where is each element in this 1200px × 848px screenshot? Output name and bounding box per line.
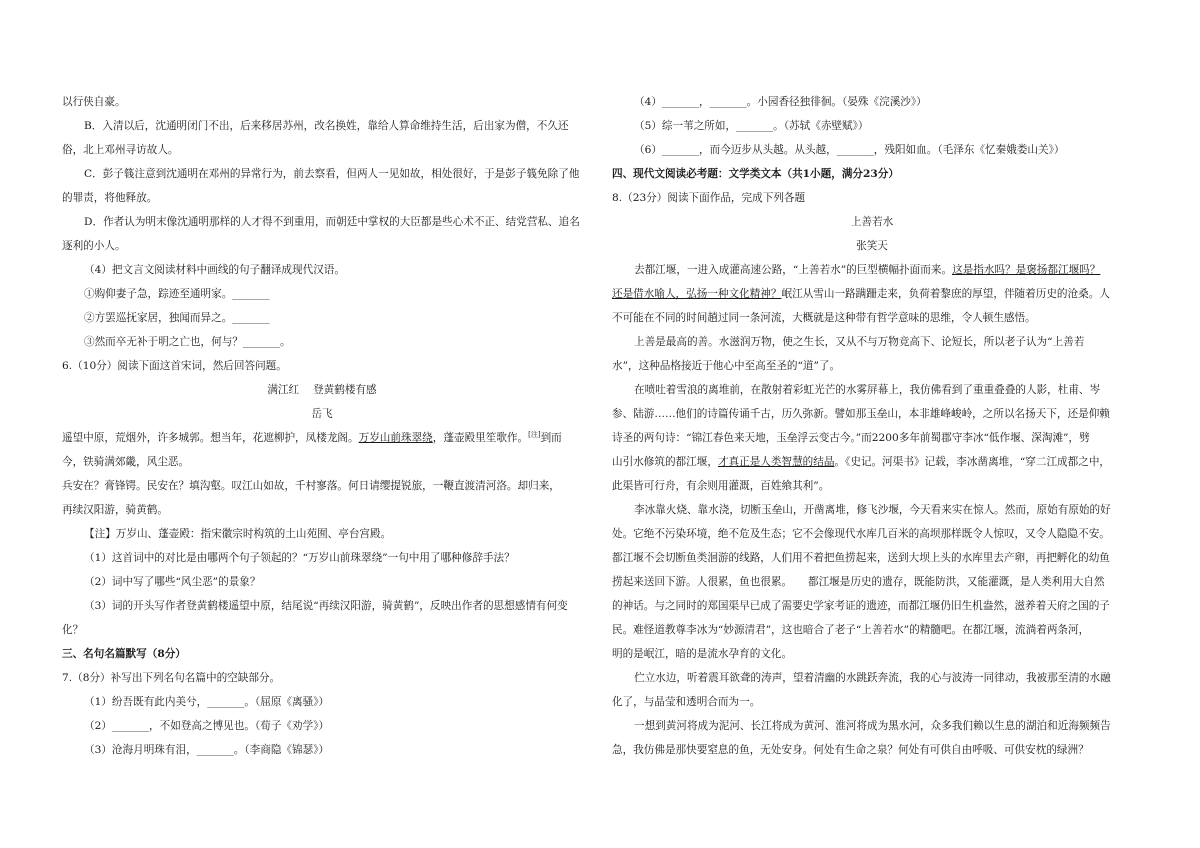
article-line xyxy=(612,258,1132,282)
article-text: 。《史记。河渠书》记载，李冰凿离堆，“穿二江成都之中， xyxy=(834,456,1111,468)
text-line: 的罪责，将他释放。 xyxy=(62,192,158,204)
sub-question-1: （1）这首词中的对比是由哪两个句子领起的？“万岁山前珠翠绕”一句中用了哪种修辞手法？ xyxy=(84,552,515,564)
sub-question-3: （3）词的开头写作者登黄鹤楼遥望中原，结尾说“再续汉阳游，骑黄鹤”，反映出作者的思想感情有何变 xyxy=(84,600,568,612)
article-line: 此渠皆可行舟，有余则用灌溉，百姓飨其利”。 xyxy=(612,480,830,492)
article-title: 上善若水 xyxy=(850,216,894,228)
fill-in-item: （2）_______，不如登高之博见也。（荀子《劝学》） xyxy=(84,720,330,732)
article-line: 诗圣的两句诗：“锦江春色来天地，玉垒浮云变古今。”而2200多年前蜀郡守李冰“低作堰、深淘滩”，劈 xyxy=(612,432,1090,444)
underlined-phrase: 万岁山前珠翠绕 xyxy=(358,432,433,444)
fill-in-item: （4）_______，_______。小园香径独徘徊。（晏殊《浣溪沙》） xyxy=(634,96,927,108)
poem-line: 今，铁骑满郊畿，风尘恶。 xyxy=(62,456,190,468)
question-4-prompt: （4）把文言文阅读材料中画线的句子翻译成现代汉语。 xyxy=(84,264,345,276)
article-line: 捞起来送回下游。人很累，鱼也很累。 都江堰是历史的遗存，既能防洪，又能灌溉，是人类利用大自然 xyxy=(612,576,1105,588)
article-line: 在喷吐着雪浪的离堆前，在散射着彩虹光芒的水雾屏幕上，我仿佛看到了重重叠叠的人影，杜甫、岑 xyxy=(634,384,1101,396)
underlined-phrase: 还是借水喻人，弘扬一种文化精神？ xyxy=(612,288,782,300)
article-line: 李冰靠火烧、靠水浇，切断玉垒山，开凿离堆，修飞沙堰，今天看来实在惊人。然而，原始有原始的好 xyxy=(634,504,1111,516)
poem-author: 岳飞 xyxy=(311,408,333,420)
poem-line: 再续汉阳游，骑黄鹤。 xyxy=(62,504,168,516)
article-line: 参、陆游……他们的诗篇传诵千古，历久弥新。譬如那玉垒山，本非雄峰峻岭，之所以名扬天下，还是仰赖 xyxy=(612,408,1110,420)
option-c-line: C．彭子篯注意到沈通明在邓州的异常行为，前去察看，但两人一见如故，相处很好，于是彭子篯免除了他 xyxy=(84,168,580,180)
article-text: 去都江堰，一进入成灌高速公路，“上善若水”的巨型横幅扑面而来。 xyxy=(634,264,953,276)
fill-in-item: （3）沧海月明珠有泪，_______。（李商隐《锦瑟》） xyxy=(84,744,330,756)
article-line: 处。它绝不污染环境，绝不危及生态；它不会像现代水库几百米的高坝那样既令人惊叹，又令人隐隐不安。 xyxy=(612,528,1110,540)
question-6-heading: 6.（10分）阅读下面这首宋词，然后回答问题。 xyxy=(62,360,287,372)
section-3-heading: 三、名句名篇默写（8分） xyxy=(62,648,186,660)
poem-text: ，蓬壶殿里笙歌作。 xyxy=(432,432,529,444)
poem-title: 满江红 登黄鹤楼有感 xyxy=(267,384,377,396)
article-line: 上善是最高的善。水滋润万物，使之生长，又从不与万物竞高下、论短长，所以老子认为“上善若 xyxy=(634,336,1085,348)
article-line: 的神话。与之同时的郑国渠早已成了需要史学家考证的遗迹，而都江堰仍旧生机盎然，滋养着天府之国的子 xyxy=(612,600,1110,612)
fill-in-item: （6）_______，而今迈步从头越。从头越，_______，残阳如血。（毛泽东《忆秦娥娄山关》） xyxy=(634,144,1065,156)
option-d-line: D．作者认为明末像沈通明那样的人才得不到重用，而朝廷中掌权的大臣都是些心术不正、结党营私、追名 xyxy=(84,216,580,228)
underlined-phrase: 这是指水吗？是褒扬都江堰吗？ xyxy=(952,264,1101,276)
poem-text: 到而 xyxy=(540,432,562,444)
article-line: 一想到黄河将成为泥河、长江将成为黄河、淮河将成为黑水河，众多我们赖以生息的湖泊和近海频频告 xyxy=(634,720,1111,732)
article-line: 都江堰不会切断鱼类洄游的线路，人们用不着把鱼捞起来，送到大坝上头的水库里去产卵，再把孵化的幼鱼 xyxy=(612,552,1110,564)
text-line: 俗，北上邓州寻访故人。 xyxy=(62,144,179,156)
translate-item-3: ③然而卒无补于明之亡也，何与？_______。 xyxy=(84,336,291,348)
article-text: 岷江从雪山一路蹒跚走来，负荷着黎庶的厚望，伴随着历史的沧桑。人 xyxy=(781,288,1110,300)
fill-in-item: （1）纷吾既有此内美兮，_______。（屈原《离骚》） xyxy=(84,696,330,708)
left-column xyxy=(62,90,582,762)
right-column xyxy=(612,90,1132,762)
article-text: 山引水修筑的都江堰， xyxy=(612,456,718,468)
question-8-heading: 8.（23分）阅读下面作品，完成下列各题 xyxy=(612,192,806,204)
article-author: 张笑天 xyxy=(856,240,888,252)
sub-question-2: （2）词中写了哪些“风尘恶”的景象？ xyxy=(84,576,261,588)
poem-note: 【注】万岁山、蓬壶殿：指宋徽宗时构筑的土山苑囿、亭台宫殿。 xyxy=(84,528,392,540)
option-b-line: B．入清以后，沈通明闭门不出，后来移居苏州，改名换姓，靠给人算命维持生活，后出家为僧，不久还 xyxy=(84,120,569,132)
question-7-heading: 7.（8分）补写出下列名句名篇中的空缺部分。 xyxy=(62,672,281,684)
article-line: 水”，这种品格接近于他心中至高至圣的“道”了。 xyxy=(612,360,841,372)
article-line xyxy=(612,282,1132,306)
note-marker: [注] xyxy=(528,430,541,439)
text-line: 逐利的小人。 xyxy=(62,240,126,252)
article-line: 伫立水边，听着震耳欲聋的涛声，望着清幽的水跳跃奔流，我的心与波涛一同律动，我被那至清的水融 xyxy=(634,672,1111,684)
translate-item-1: ①购仰妻子急，踪迹至通明家。_______ xyxy=(84,288,270,300)
translate-item-2: ②方罢巡抚家居，独闻而异之。_______ xyxy=(84,312,270,324)
text-line: 化？ xyxy=(62,624,84,636)
section-4-heading: 四、现代文阅读必考题：文学类文本（共1小题，满分23分） xyxy=(612,168,899,180)
article-line: 急，我仿佛是那快要窒息的鱼，无处安身。何处有生命之泉？何处有可供自由呼吸、可供安枕的绿洲？ xyxy=(612,744,1089,756)
text-line: 以行侠自豪。 xyxy=(62,96,126,108)
poem-line xyxy=(62,426,582,450)
article-line: 不可能在不同的时间趟过同一条河流，大概就是这种带有哲学意味的思维，令人顿生感悟。 xyxy=(612,312,1036,324)
poem-text: 遥望中原，荒烟外，许多城郭。想当年，花遮柳护，凤楼龙阁。 xyxy=(62,432,359,444)
article-line: 民。难怪道教尊李冰为“妙源清君”，这也暗合了老子“上善若水”的精髓吧。在都江堰，流淌着两条河， xyxy=(612,624,1090,636)
article-line: 化了，与晶莹和透明合而为一。 xyxy=(612,696,761,708)
fill-in-item: （5）综一苇之所如，_______。（苏轼《赤壁赋》） xyxy=(634,120,869,132)
article-line xyxy=(612,450,1132,474)
underlined-phrase: 才真正是人类智慧的结晶 xyxy=(717,456,835,468)
poem-line: 兵安在？膏锋锷。民安在？填沟壑。叹江山如故，千村寥落。何日请缨提锐旅，一鞭直渡清河洛。却归来， xyxy=(62,480,560,492)
article-line: 明的是岷江，暗的是流水孕育的文化。 xyxy=(612,648,793,660)
